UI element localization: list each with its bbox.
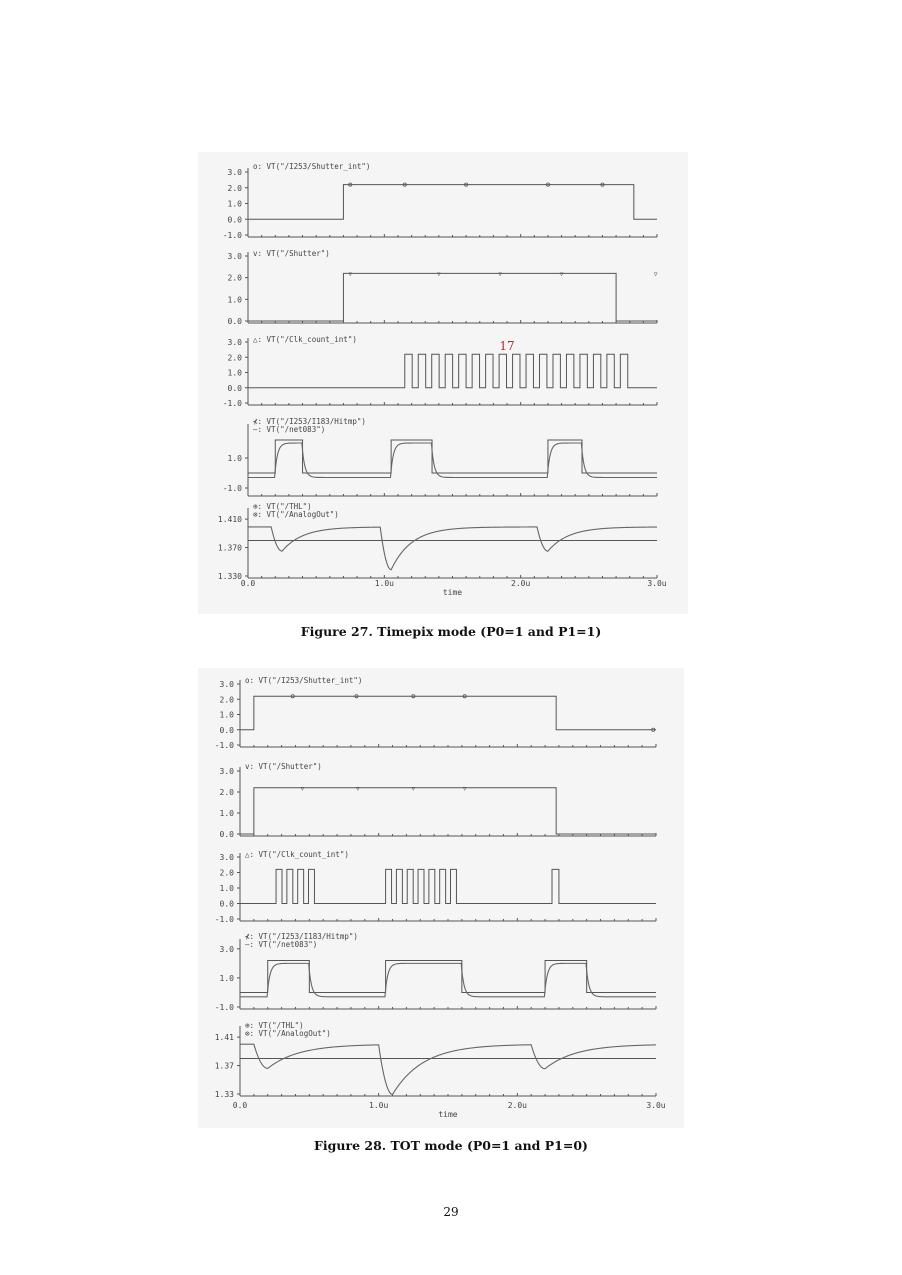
analog-out-trace: [248, 527, 657, 570]
clk-count-trace: [240, 869, 656, 903]
y-tick-label: 1.41: [214, 1033, 234, 1043]
page-number: 29: [443, 1205, 459, 1219]
y-tick-label: -1.0: [214, 741, 234, 750]
shutter-int-trace: [240, 696, 656, 730]
net083-trace: [240, 963, 656, 996]
panel-label: △: VT("/Clk_count_int"): [245, 850, 349, 859]
y-tick-label: 3.0: [227, 338, 242, 347]
figure-27-waveforms: [198, 152, 688, 614]
y-tick-label: 3.0: [219, 767, 234, 776]
y-tick-label: 1.410: [217, 515, 242, 525]
shutter-trace: [248, 270, 658, 321]
hitmp-trace: [240, 960, 656, 992]
y-tick-label: -1.0: [222, 399, 242, 408]
y-tick-label: 2.0: [227, 273, 242, 283]
y-tick-label: 1.0: [219, 809, 234, 818]
y-tick-label: 1.0: [227, 199, 242, 209]
panel-label: o: VT("/I253/Shutter_int"): [245, 676, 363, 685]
x-tick-label: 2.0u: [511, 579, 531, 588]
panel-label: △: VT("/Clk_count_int"): [253, 335, 357, 344]
y-tick-label: 2.0: [219, 868, 234, 878]
x-tick-label: 3.0u: [647, 579, 667, 588]
y-tick-label: 0.0: [219, 725, 234, 735]
y-tick-label: 3.0: [219, 680, 234, 689]
panel-label-2: –: VT("/net083"): [253, 425, 326, 434]
y-tick-label: 1.0: [227, 454, 242, 463]
panel-label: v: VT("/Shutter"): [245, 762, 322, 771]
x-tick-label: 1.0u: [369, 1101, 389, 1110]
figure-28-waveforms: [198, 668, 684, 1128]
y-tick-label: 3.0: [227, 252, 242, 261]
shutter-int-trace: [248, 185, 657, 220]
panel-label: ⊕: VT("/THL"): [245, 1021, 304, 1030]
panel-label: ⊀: VT("/I253/I183/Hitmp"): [253, 417, 366, 426]
y-tick-label: 0.0: [227, 383, 242, 393]
net083-trace: [248, 443, 657, 478]
y-tick-label: 1.33: [214, 1090, 234, 1099]
y-tick-label: -1.0: [222, 231, 242, 240]
hitmp-trace: [248, 440, 657, 473]
y-tick-label: 1.370: [217, 543, 242, 553]
x-tick-label: 0.0: [232, 1101, 248, 1110]
figure-28-caption: Figure 28. TOT mode (P0=1 and P1=0): [314, 1138, 588, 1153]
y-tick-label: 0.0: [227, 317, 242, 326]
panel-label-2: ⊗: VT("/AnalogOut"): [245, 1029, 331, 1038]
shutter-marker: ▽: [356, 785, 360, 793]
y-tick-label: 1.37: [214, 1061, 234, 1071]
figure-27-caption: Figure 27. Timepix mode (P0=1 and P1=1): [300, 624, 602, 639]
y-tick-label: -1.0: [214, 915, 234, 924]
y-tick-label: 1.0: [219, 710, 234, 720]
y-tick-label: 1.0: [227, 295, 242, 305]
x-axis-title: time: [442, 588, 463, 597]
panel-label: o: VT("/I253/Shutter_int"): [253, 162, 371, 171]
figure-27-plot: [198, 152, 688, 614]
y-tick-label: 1.330: [217, 572, 242, 581]
y-tick-label: 3.0: [219, 853, 234, 862]
y-tick-label: 1.0: [219, 884, 234, 893]
shutter-marker: ▽: [300, 785, 305, 793]
shutter-marker: ▽: [348, 270, 353, 278]
y-tick-label: 2.0: [219, 695, 234, 705]
y-tick-label: 2.0: [227, 353, 242, 363]
y-tick-label: 3.0: [219, 944, 234, 954]
y-tick-label: 2.0: [219, 788, 234, 797]
panel-label-2: ⊗: VT("/AnalogOut"): [253, 510, 339, 519]
x-tick-label: 1.0u: [374, 579, 394, 588]
x-axis-title: time: [438, 1110, 458, 1119]
y-tick-label: 1.0: [219, 973, 234, 983]
clk-count-trace: [248, 354, 657, 388]
shutter-marker: ▽: [653, 270, 658, 278]
figure-28-plot: [198, 668, 684, 1128]
shutter-marker: ▽: [462, 785, 467, 793]
y-tick-label: 2.0: [227, 183, 242, 193]
x-tick-label: 2.0u: [507, 1101, 527, 1110]
y-tick-label: 0.0: [219, 830, 234, 839]
y-tick-label: 0.0: [227, 215, 242, 225]
x-tick-label: 0.0: [240, 579, 256, 588]
y-tick-label: 3.0: [227, 168, 242, 177]
pulse-count-annotation: 17: [499, 339, 515, 353]
y-tick-label: 0.0: [219, 899, 234, 909]
shutter-marker: ▽: [437, 270, 441, 278]
x-tick-label: 3.0u: [646, 1101, 666, 1110]
shutter-trace: [240, 788, 656, 834]
y-tick-label: 1.0: [227, 368, 242, 378]
y-tick-label: -1.0: [214, 1003, 234, 1012]
shutter-marker: ▽: [559, 270, 564, 278]
shutter-marker: ▽: [411, 785, 416, 793]
y-tick-label: -1.0: [222, 484, 242, 493]
analog-out-trace: [240, 1044, 656, 1094]
panel-label: v: VT("/Shutter"): [253, 249, 330, 258]
panel-label-2: –: VT("/net083"): [245, 940, 318, 949]
panel-label: ⊕: VT("/THL"): [253, 502, 312, 511]
shutter-marker: ▽: [498, 270, 503, 278]
panel-label: ⊀: VT("/I253/I183/Hitmp"): [245, 932, 358, 941]
